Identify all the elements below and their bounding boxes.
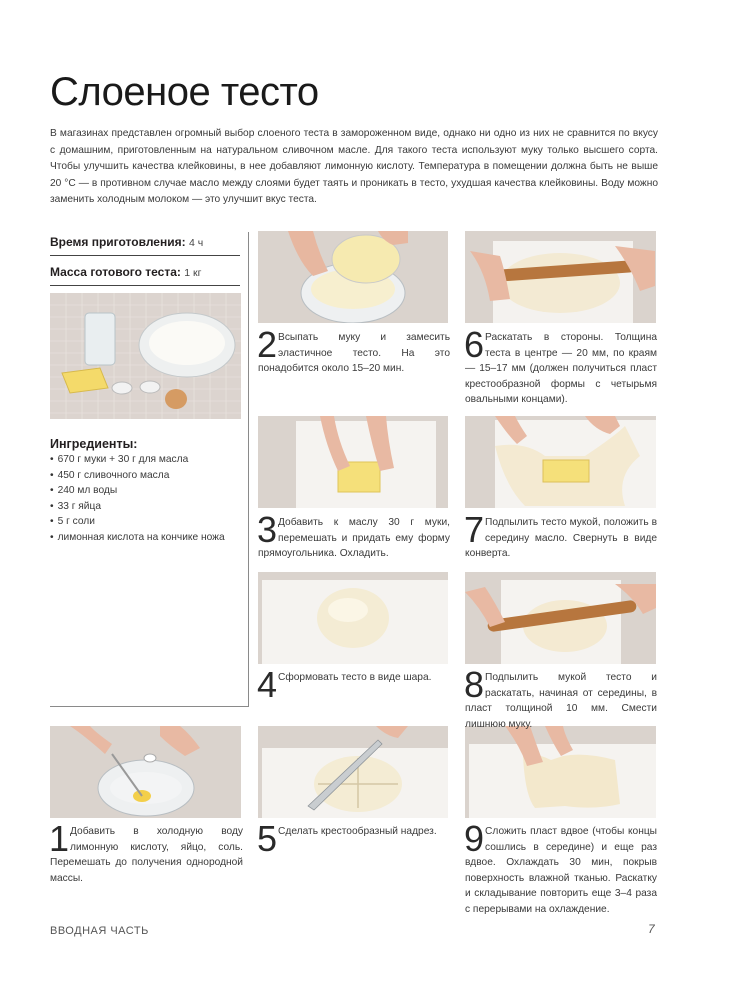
step-6	[464, 324, 657, 408]
page-title: Слоеное тесто	[50, 70, 319, 114]
step-8-photo	[465, 572, 656, 664]
step-7-photo	[465, 416, 656, 508]
ingredient-item: • 5 г соли	[50, 514, 225, 530]
step-2	[257, 324, 450, 377]
step-number: 8	[464, 664, 485, 705]
intro-paragraph: В магазинах представлен огромный выбор слоеного теста в замороженном виде, однако ни одно из них не сравнится по вкусу с домашним, приготовленным на натуральном сливочном масле. Для такого теста используют муку только высшего сорта. Чтобы улучшить качества клейковины, в нее добавляют лимонную кислоту. Температура в помещении должна быть не выше 20 °С — в противном случае масло между слоями будет таять и проникать в тесто, ухудшая качества клейковины. Воду можно заменить холодным молоком — это улучшит вкус теста.	[50, 128, 658, 205]
step-3	[257, 509, 450, 562]
step-6-photo	[465, 231, 656, 323]
step-text: Добавить в холодную воду лимонную кислоту, яйцо, соль. Перемешать до получения однородной массы.	[50, 826, 243, 884]
step-number: 6	[464, 324, 485, 365]
step-text: Сделать крестообразный надрез.	[278, 826, 437, 837]
step-5	[257, 818, 450, 859]
step-number: 7	[464, 509, 485, 550]
step-7	[464, 509, 657, 562]
page-number: 7	[648, 922, 655, 936]
step-9-photo	[465, 726, 656, 818]
section-name: ВВОДНАЯ ЧАСТЬ	[50, 925, 149, 937]
step-text: Подпылить мукой тесто и раскатать, начиная от середины, в пласт толщиной 10 мм. Смести лишнюю муку.	[465, 672, 657, 730]
ingredients-photo	[50, 293, 241, 419]
step-3-photo	[258, 416, 448, 508]
step-text: Добавить к маслу 30 г муки, перемешать и придать ему форму прямоугольника. Охладить.	[258, 517, 450, 560]
step-number: 3	[257, 509, 278, 550]
yield-weight	[50, 264, 240, 286]
column-divider-vertical	[248, 232, 249, 706]
step-8	[464, 664, 657, 732]
step-number: 9	[464, 818, 485, 859]
yield-weight-label: Масса готового теста:	[50, 265, 181, 279]
ingredient-item: • 33 г яйца	[50, 499, 225, 515]
step-text: Сложить пласт вдвое (чтобы концы сошлись в середине) и еще раз вдвое. Охлаждать 30 мин, покрыв поверхность влажной тканью. Раскатку и складывание повторить еще 3–4 раза с перерывами на охлаждение.	[465, 826, 657, 915]
step-text: Раскатать в стороны. Толщина теста в центре — 20 мм, по краям — 15–17 мм (должен получиться пласт крестообразной формы с четырьмя овальными концами).	[465, 332, 657, 406]
step-text: Сформовать тесто в виде шара.	[278, 672, 432, 683]
ingredients-list	[50, 452, 225, 546]
step-1	[49, 818, 243, 886]
prep-time-value: 4 ч	[188, 237, 204, 249]
step-number: 2	[257, 324, 278, 365]
step-4	[257, 664, 450, 705]
column-divider-horizontal	[50, 706, 249, 707]
ingredient-item: • 240 мл воды	[50, 483, 225, 499]
step-number: 4	[257, 664, 278, 705]
prep-time-label: Время приготовления:	[50, 235, 186, 249]
ingredient-item: • лимонная кислота на кончике ножа	[50, 530, 225, 546]
step-number: 1	[49, 818, 70, 859]
step-9	[464, 818, 657, 918]
step-number: 5	[257, 818, 278, 859]
step-5-photo	[258, 726, 448, 818]
step-4-photo	[258, 572, 448, 664]
ingredient-item: • 670 г муки + 30 г для масла	[50, 452, 225, 468]
step-text: Подпылить тесто мукой, положить в середину масло. Свернуть в виде конверта.	[465, 517, 657, 560]
prep-time	[50, 234, 240, 256]
ingredients-title: Ингредиенты:	[50, 437, 138, 451]
step-text: Всыпать муку и замесить эластичное тесто. На это понадобится около 15–20 мин.	[258, 332, 450, 375]
step-2-photo	[258, 231, 448, 323]
step-1-photo	[50, 726, 241, 818]
yield-weight-value: 1 кг	[184, 267, 202, 279]
ingredient-item: • 450 г сливочного масла	[50, 468, 225, 484]
